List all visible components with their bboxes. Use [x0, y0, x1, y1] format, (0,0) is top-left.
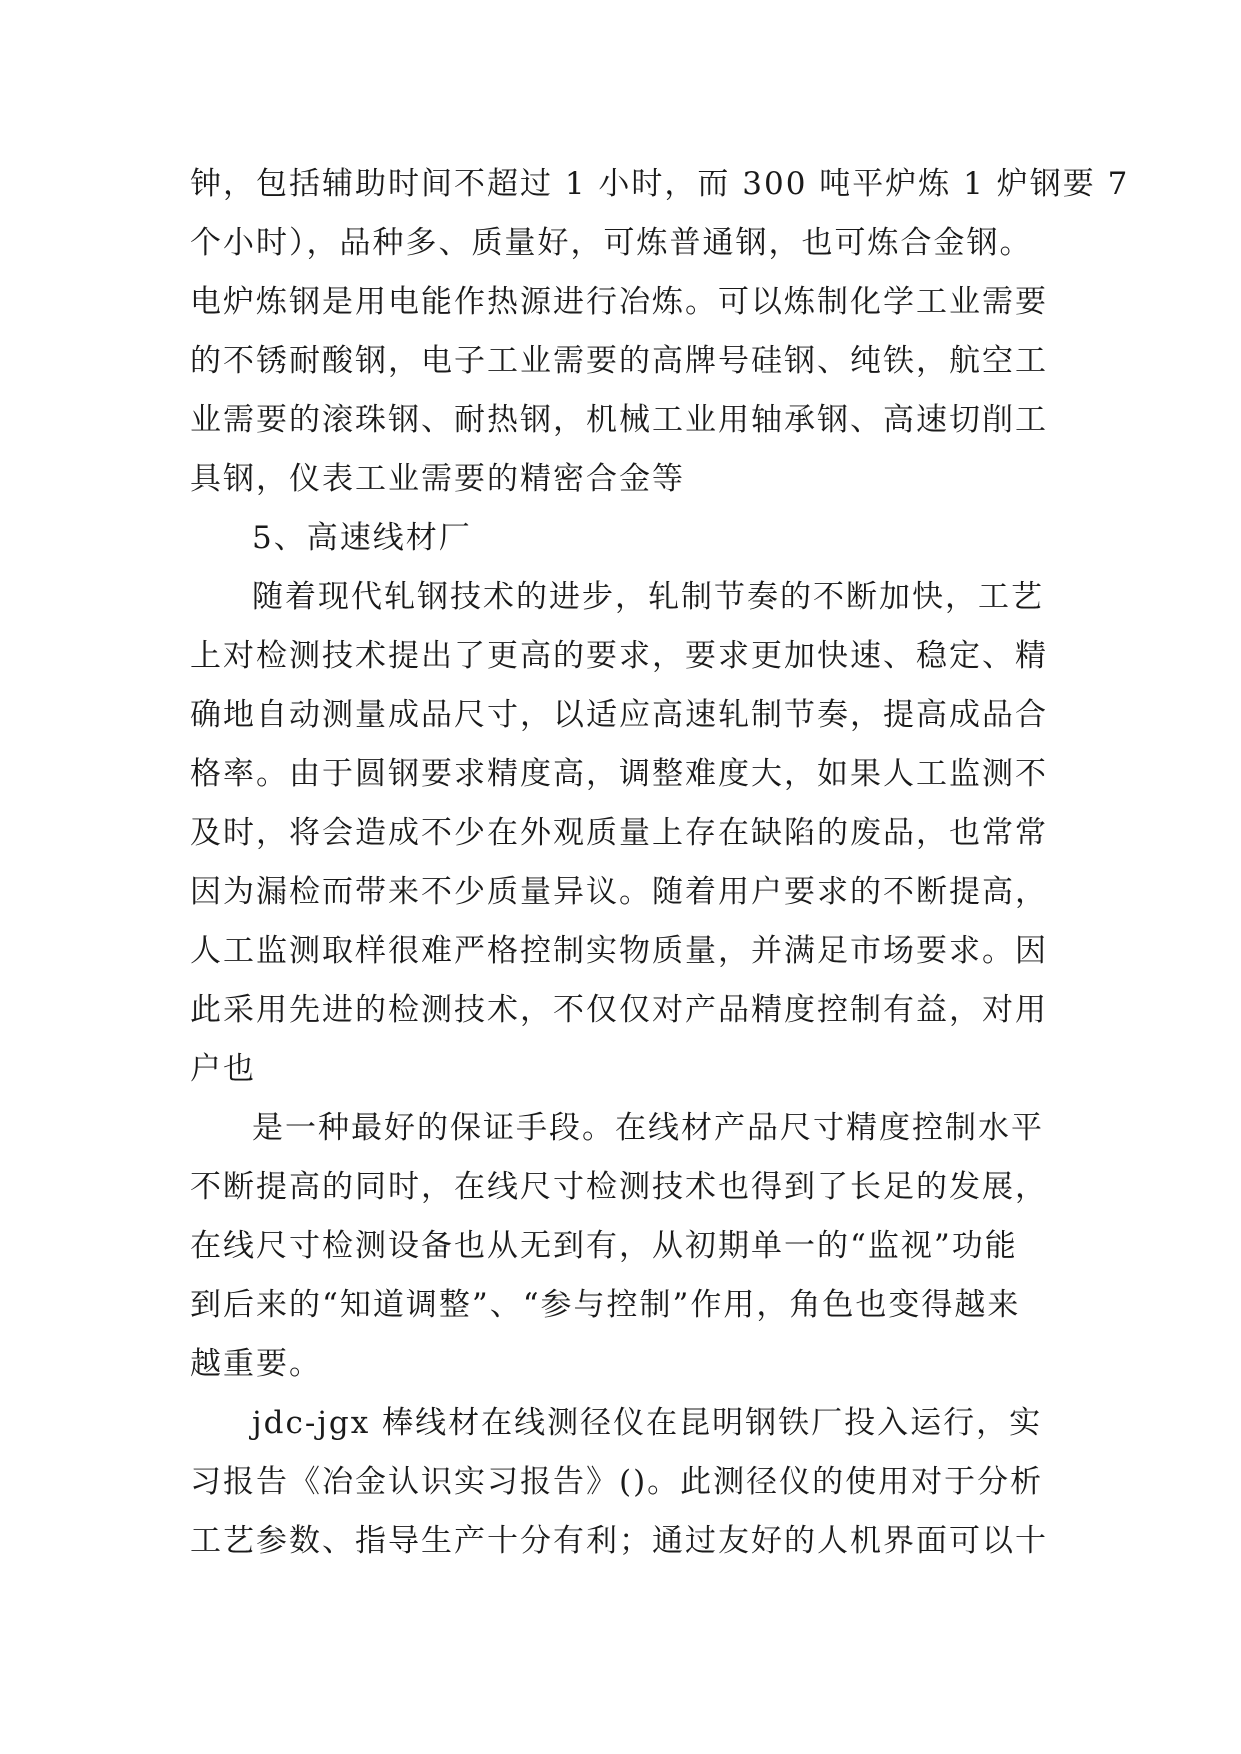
text-line: 上对检测技术提出了更高的要求，要求更加快速、稳定、精 [190, 638, 1048, 674]
text-line: 具钢，仪表工业需要的精密合金等 [190, 461, 685, 497]
text-line: 电炉炼钢是用电能作热源进行冶炼。可以炼制化学工业需要 [190, 284, 1048, 320]
text-line: 此采用先进的检测技术，不仅仅对产品精度控制有益，对用 [190, 992, 1048, 1028]
text-line: 越重要。 [190, 1346, 322, 1382]
text-line: 习报告《冶金认识实习报告》()。此测径仪的使用对于分析 [190, 1464, 1044, 1500]
text-line: 钟，包括辅助时间不超过 1 小时，而 300 吨平炉炼 1 炉钢要 7 [190, 166, 1130, 202]
text-line: 在线尺寸检测设备也从无到有，从初期单一的“监视”功能 [190, 1228, 1018, 1264]
text-line: 格率。由于圆钢要求精度高，调整难度大，如果人工监测不 [190, 756, 1048, 792]
text-line: 业需要的滚珠钢、耐热钢，机械工业用轴承钢、高速切削工 [190, 402, 1048, 438]
text-line: 随着现代轧钢技术的进步，轧制节奏的不断加快，工艺 [252, 579, 1044, 615]
text-line: 不断提高的同时，在线尺寸检测技术也得到了长足的发展， [190, 1169, 1048, 1205]
text-line: 确地自动测量成品尺寸，以适应高速轧制节奏，提高成品合 [190, 697, 1048, 733]
text-line: 是一种最好的保证手段。在线材产品尺寸精度控制水平 [252, 1110, 1044, 1146]
text-line: 人工监测取样很难严格控制实物质量，并满足市场要求。因 [190, 933, 1048, 969]
text-line: 及时，将会造成不少在外观质量上存在缺陷的废品，也常常 [190, 815, 1048, 851]
text-line: jdc-jgx 棒线材在线测径仪在昆明钢铁厂投入运行，实 [252, 1405, 1043, 1441]
text-line: 户也 [190, 1051, 256, 1087]
document-body [190, 155, 1130, 1571]
text-line: 的不锈耐酸钢，电子工业需要的高牌号硅钢、纯铁，航空工 [190, 343, 1048, 379]
text-line: 因为漏检而带来不少质量异议。随着用户要求的不断提高， [190, 874, 1048, 910]
section-heading: 5、高速线材厂 [252, 520, 472, 556]
text-line: 工艺参数、指导生产十分有利；通过友好的人机界面可以十 [190, 1523, 1048, 1559]
text-line: 到后来的“知道调整”、“参与控制”作用，角色也变得越来 [190, 1287, 1021, 1323]
text-line: 个小时），品种多、质量好，可炼普通钢，也可炼合金钢。 [190, 225, 1033, 261]
